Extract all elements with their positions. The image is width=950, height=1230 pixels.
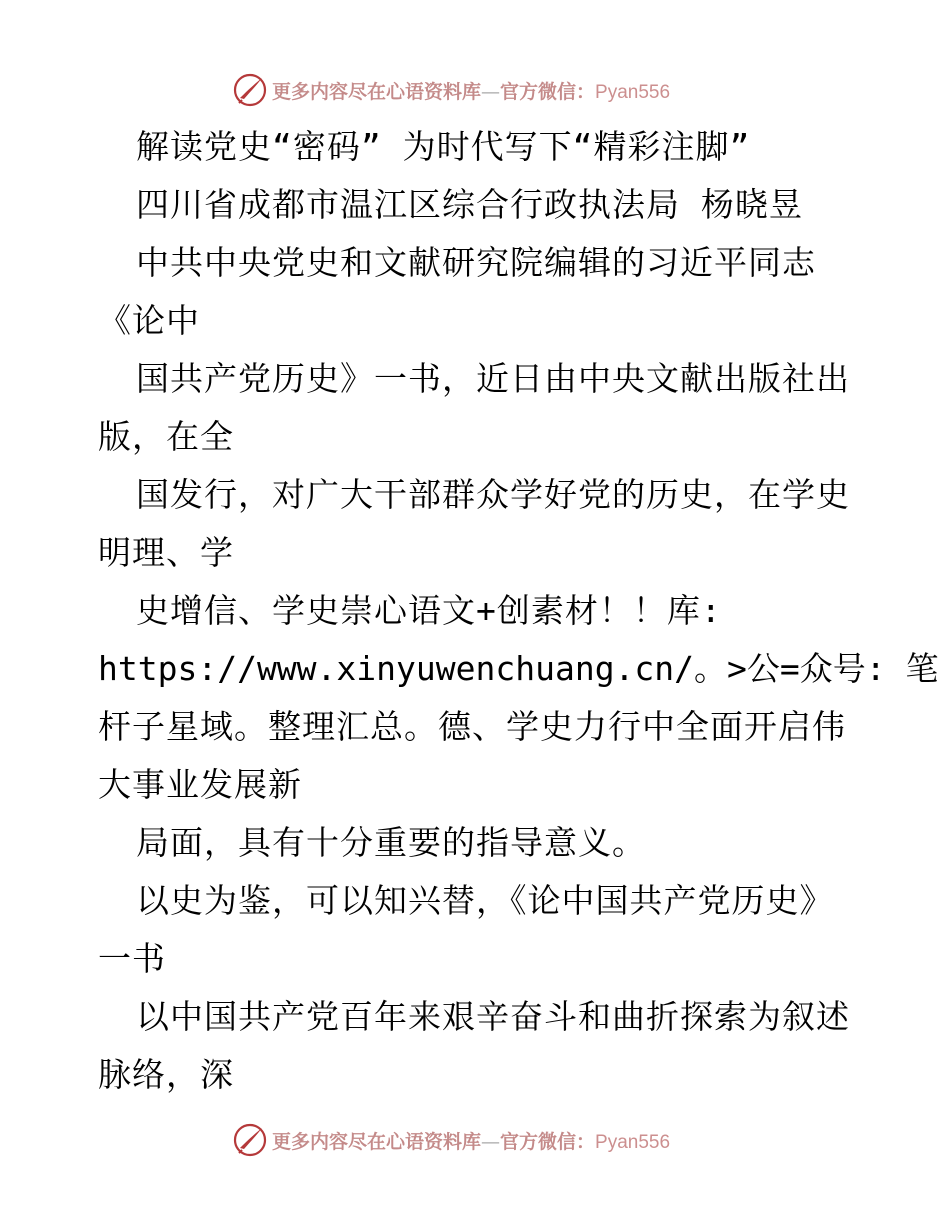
paragraph-line: 一书 — [98, 939, 166, 978]
document-author: 四川省成都市温江区综合行政执法局 杨晓昱 — [136, 185, 803, 224]
paragraph-line: 以中国共产党百年来艰辛奋斗和曲折探索为叙述 — [136, 997, 850, 1036]
paragraph-line: 《论中 — [98, 301, 200, 340]
paragraph-line: 局面，具有十分重要的指导意义。 — [136, 823, 646, 862]
header-watermark-text: 更多内容尽在心语资料库—官方微信：Pyan556 — [272, 80, 671, 103]
footer-watermark-text: 更多内容尽在心语资料库—官方微信：Pyan556 — [272, 1130, 671, 1153]
paragraph-line: 脉络，深 — [98, 1055, 234, 1094]
paragraph-line: 以史为鉴，可以知兴替，《论中国共产党历史》 — [136, 881, 834, 920]
document-body — [98, 118, 939, 1104]
paragraph-line: 明理、学 — [98, 533, 234, 572]
quill-logo-icon — [232, 1122, 268, 1158]
paragraph-line-url: https://www.xinyuwenchuang.cn/。>公=众号: 笔 — [98, 649, 939, 688]
paragraph-line: 中共中央党史和文献研究院编辑的习近平同志 — [136, 243, 816, 282]
paragraph-line: 史增信、学史崇心语文+创素材！！库: — [136, 591, 722, 630]
paragraph-line: 国共产党历史》一书，近日由中央文献出版社出 — [136, 359, 850, 398]
header-watermark-banner — [232, 72, 670, 108]
paragraph-line: 杆子星域。整理汇总。德、学史力行中全面开启伟 — [98, 707, 846, 746]
paragraph-line: 大事业发展新 — [98, 765, 302, 804]
footer-watermark-banner — [232, 1122, 670, 1158]
quill-logo-icon — [232, 72, 268, 108]
paragraph-line: 版，在全 — [98, 417, 234, 456]
paragraph-line: 国发行，对广大干部群众学好党的历史，在学史 — [136, 475, 850, 514]
document-title: 解读党史“密码” 为时代写下“精彩注脚” — [136, 127, 751, 166]
